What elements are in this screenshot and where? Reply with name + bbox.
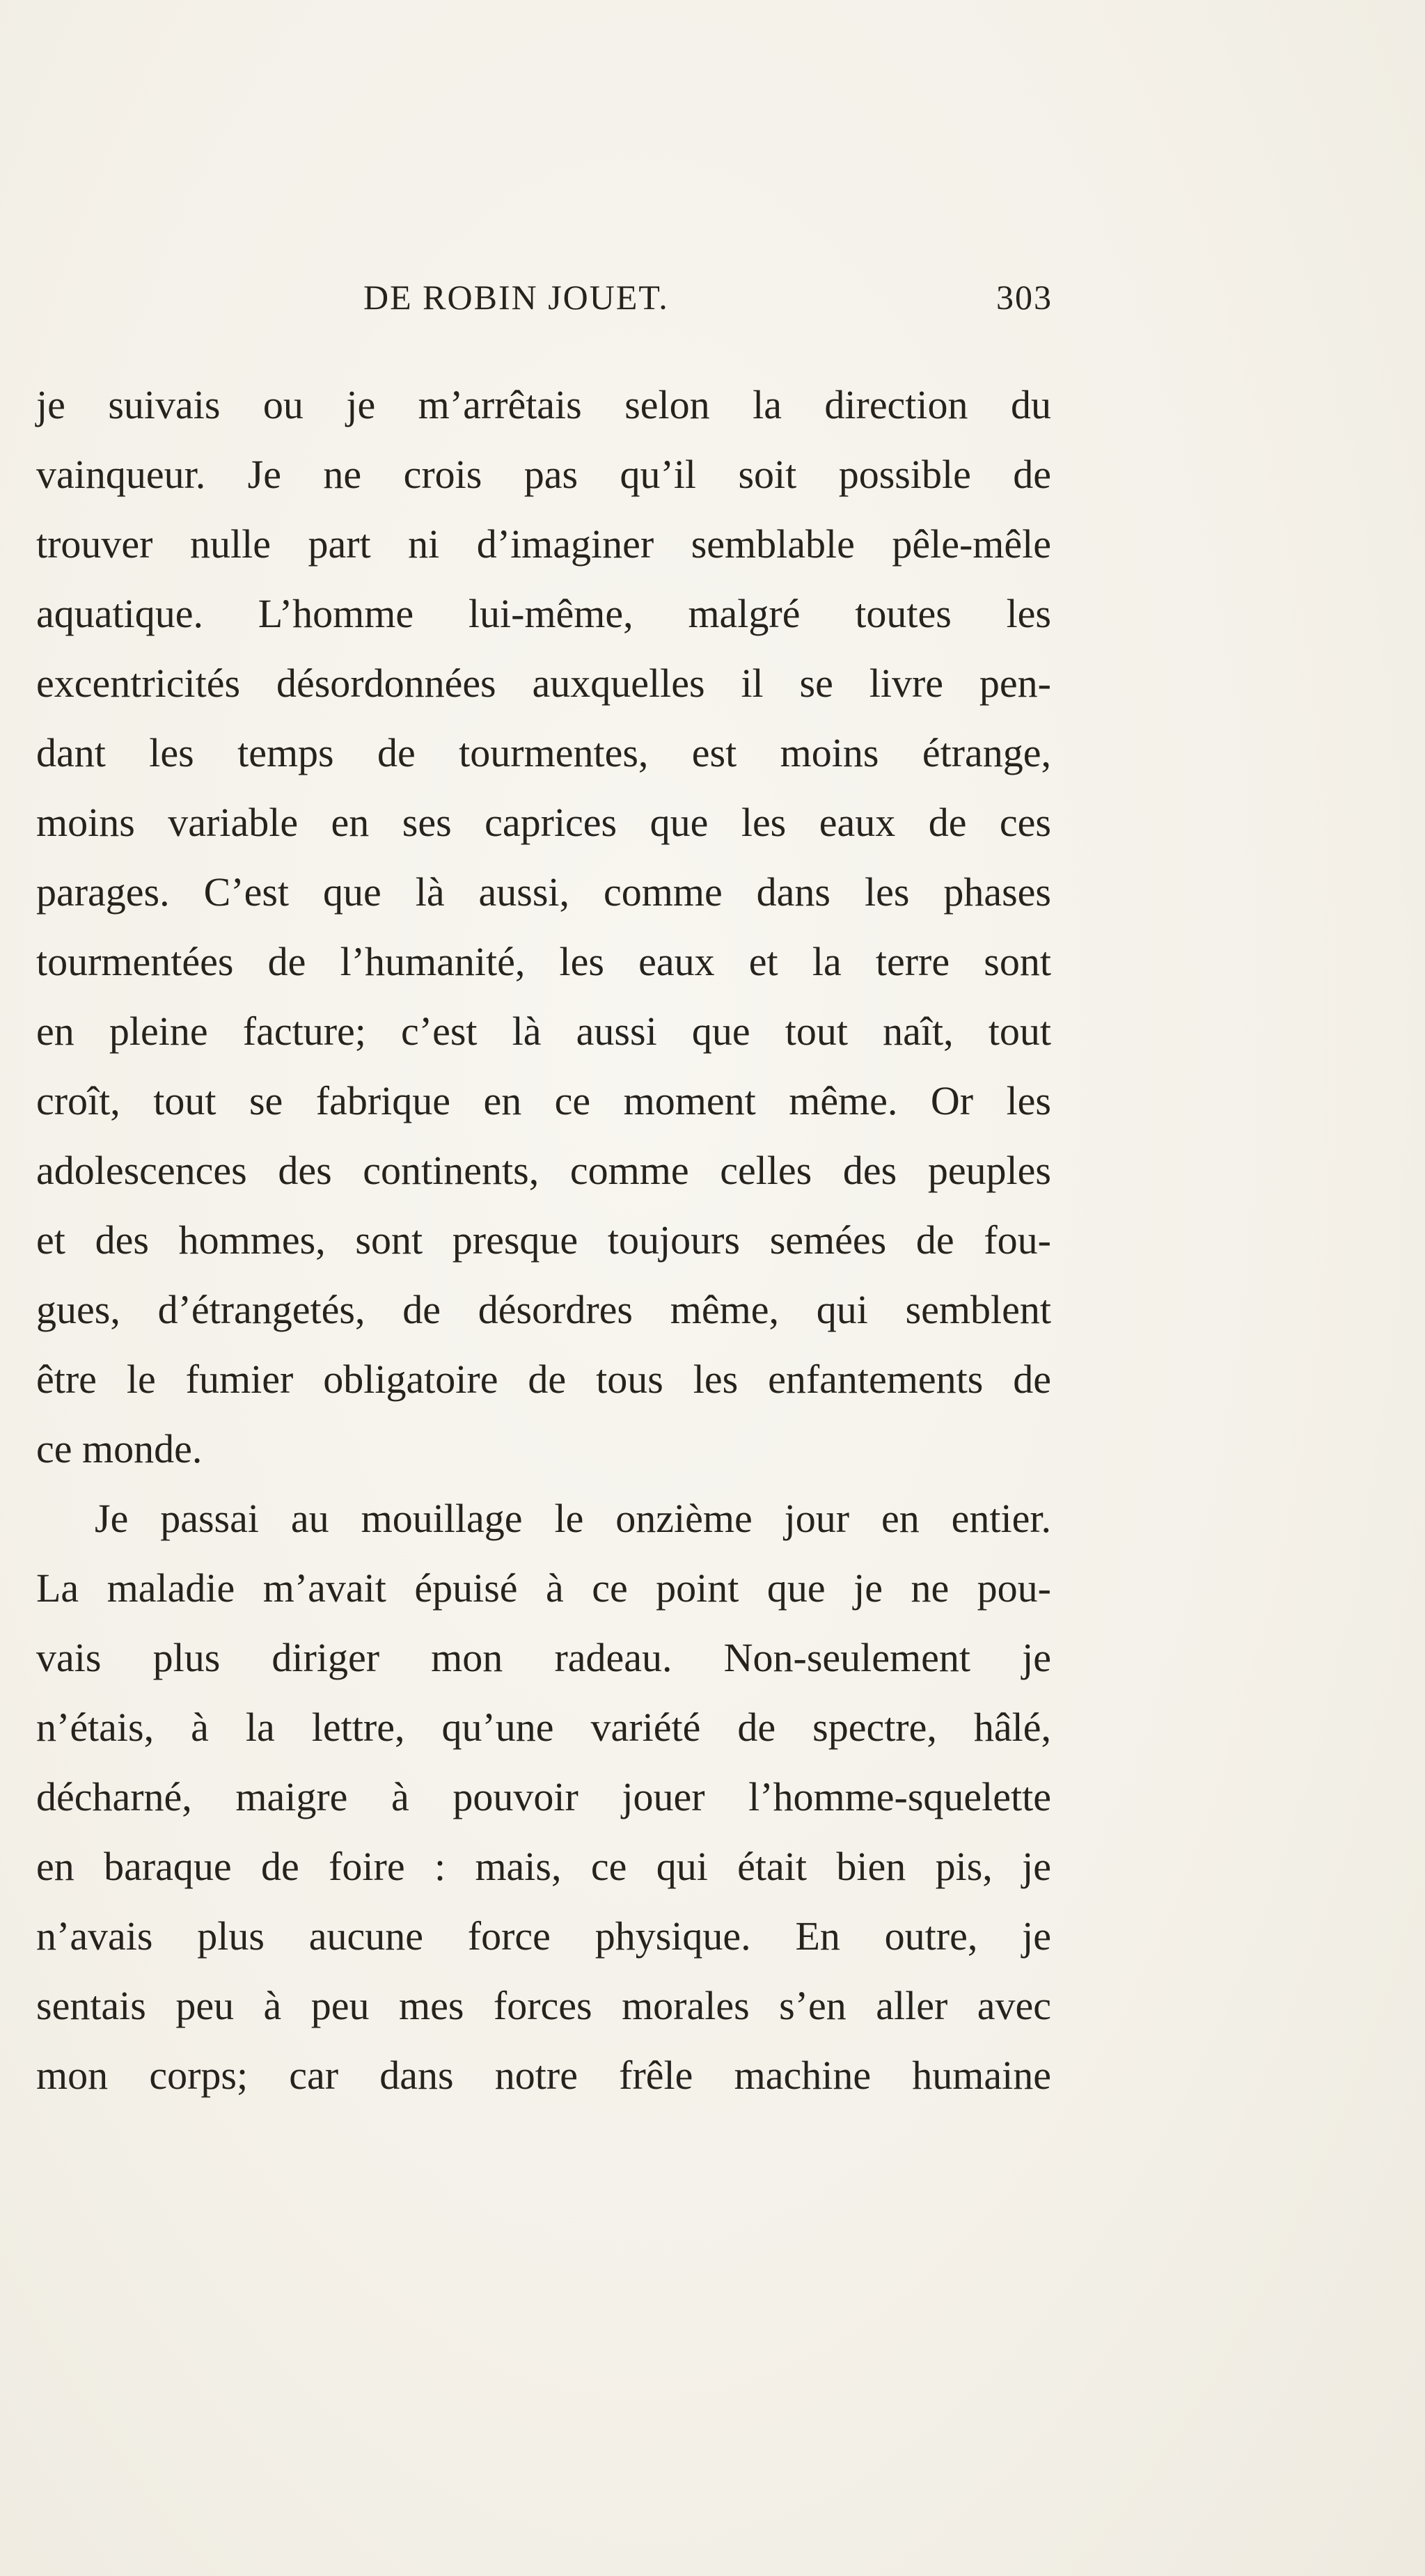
text-line: décharné, maigre à pouvoir jouer l’homme-squelette <box>36 1774 1051 1819</box>
text-line: et des hommes, sont presque toujours semées de fou- <box>36 1217 1051 1263</box>
text-line: parages. C’est que là aussi, comme dans les phases <box>36 869 1051 915</box>
text-line: vainqueur. Je ne crois pas qu’il soit possible de <box>36 452 1051 497</box>
text-line: moins variable en ses caprices que les eaux de ces <box>36 800 1051 845</box>
text-line: être le fumier obligatoire de tous les enfantements de <box>36 1357 1051 1402</box>
text-line: aquatique. L’homme lui-même, malgré toutes les <box>36 591 1051 636</box>
text-line: La maladie m’avait épuisé à ce point que je ne pou- <box>36 1565 1051 1611</box>
text-line: dant les temps de tourmentes, est moins étrange, <box>36 730 1051 775</box>
running-title: DE ROBIN JOUET. <box>363 278 669 317</box>
text-line: Je passai au mouillage le onzième jour en entier. <box>95 1496 1051 1541</box>
text-line: en pleine facture; c’est là aussi que tout naît, tout <box>36 1009 1051 1054</box>
text-line: croît, tout se fabrique en ce moment même. Or les <box>36 1078 1051 1123</box>
text-line: mon corps; car dans notre frêle machine humaine <box>36 2053 1051 2098</box>
text-line: n’étais, à la lettre, qu’une variété de spectre, hâlé, <box>36 1705 1051 1750</box>
text-line: je suivais ou je m’arrêtais selon la direction du <box>36 382 1051 427</box>
text-line: ce monde. <box>36 1426 203 1471</box>
page-number: 303 <box>996 278 1053 317</box>
text-line: tourmentées de l’humanité, les eaux et la terre sont <box>36 939 1051 984</box>
text-line: trouver nulle part ni d’imaginer semblable pêle-mêle <box>36 521 1051 567</box>
text-line: en baraque de foire : mais, ce qui était bien pis, je <box>36 1844 1051 1889</box>
text-line: adolescences des continents, comme celles des peuples <box>36 1148 1051 1193</box>
text-line: n’avais plus aucune force physique. En outre, je <box>36 1913 1051 1959</box>
body-text <box>36 370 1051 2110</box>
text-line: excentricités désordonnées auxquelles il se livre pen- <box>36 661 1051 706</box>
page-header <box>36 277 1053 326</box>
text-line: vais plus diriger mon radeau. Non-seulement je <box>36 1635 1051 1680</box>
text-line: sentais peu à peu mes forces morales s’en aller avec <box>36 1983 1051 2028</box>
text-line: gues, d’étrangetés, de désordres même, qui semblent <box>36 1287 1051 1332</box>
